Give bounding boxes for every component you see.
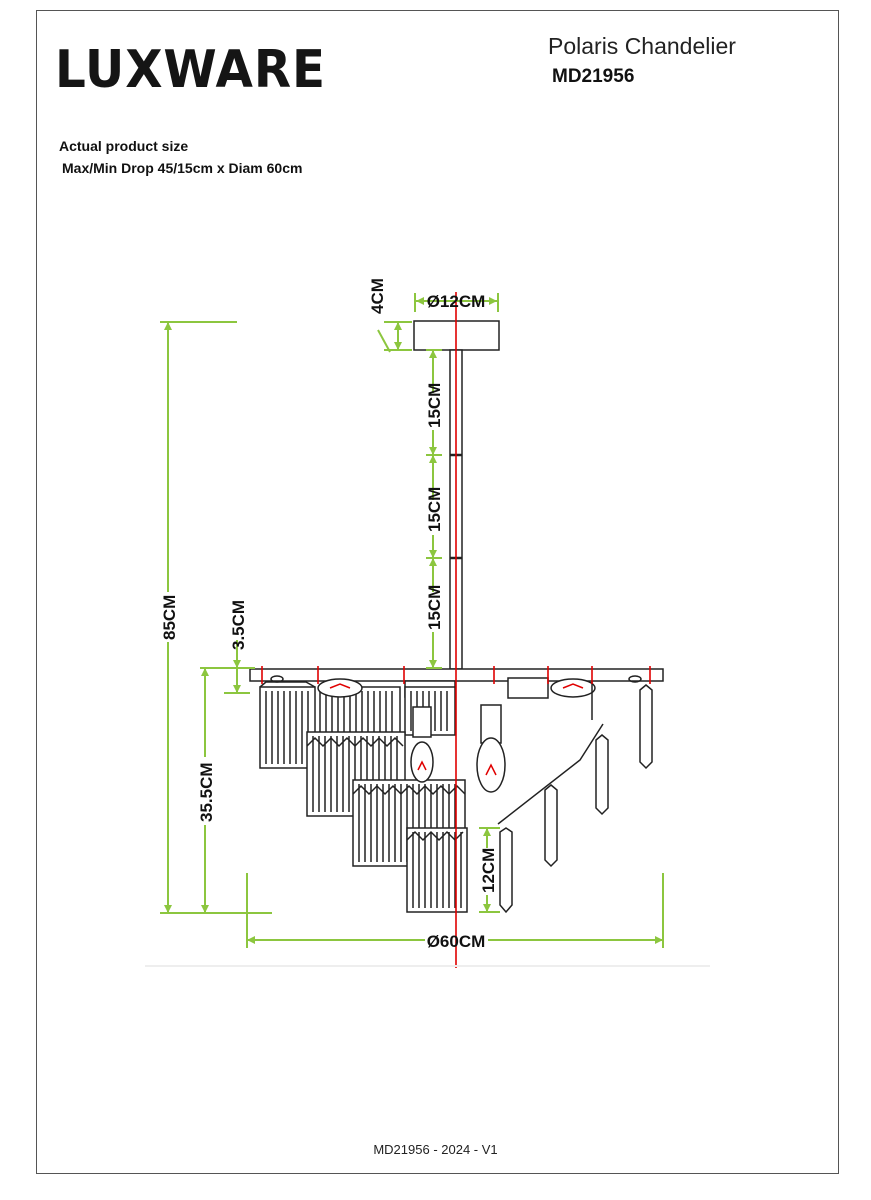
product-title: Polaris Chandelier [548,33,736,59]
body-height-label: 35.5CM [197,762,216,822]
overall-diameter-label: Ø60CM [426,932,486,951]
total-height-label: 85CM [160,594,179,640]
crystal-block-6 [407,828,467,912]
product-code: MD21956 [552,66,635,87]
crystal-drop-3 [596,735,608,814]
brand-logo: LUXWARE [55,40,327,100]
bulb-center [477,705,505,792]
frame-height-label: 3.5CM [229,599,248,650]
bulb-left [318,679,362,697]
bulb-inner [411,707,433,782]
size-value: Max/Min Drop 45/15cm x Diam 60cm [62,160,303,176]
rod-segment-1-label: 15CM [425,382,444,428]
center-line [262,292,650,968]
canopy-diameter-label: Ø12CM [426,292,486,311]
canopy-height-label: 4CM [368,278,387,314]
rod-segment-2-label: 15CM [425,486,444,532]
crystal-drop-4 [640,685,652,768]
size-label: Actual product size [59,138,189,154]
rod-segment-3-label: 15CM [425,584,444,630]
crystal-length-label: 12CM [479,847,498,893]
document-footer: MD21956 - 2024 - V1 [373,1142,498,1157]
crystal-drop-1 [500,828,512,912]
crystal-drop-2 [545,785,557,866]
